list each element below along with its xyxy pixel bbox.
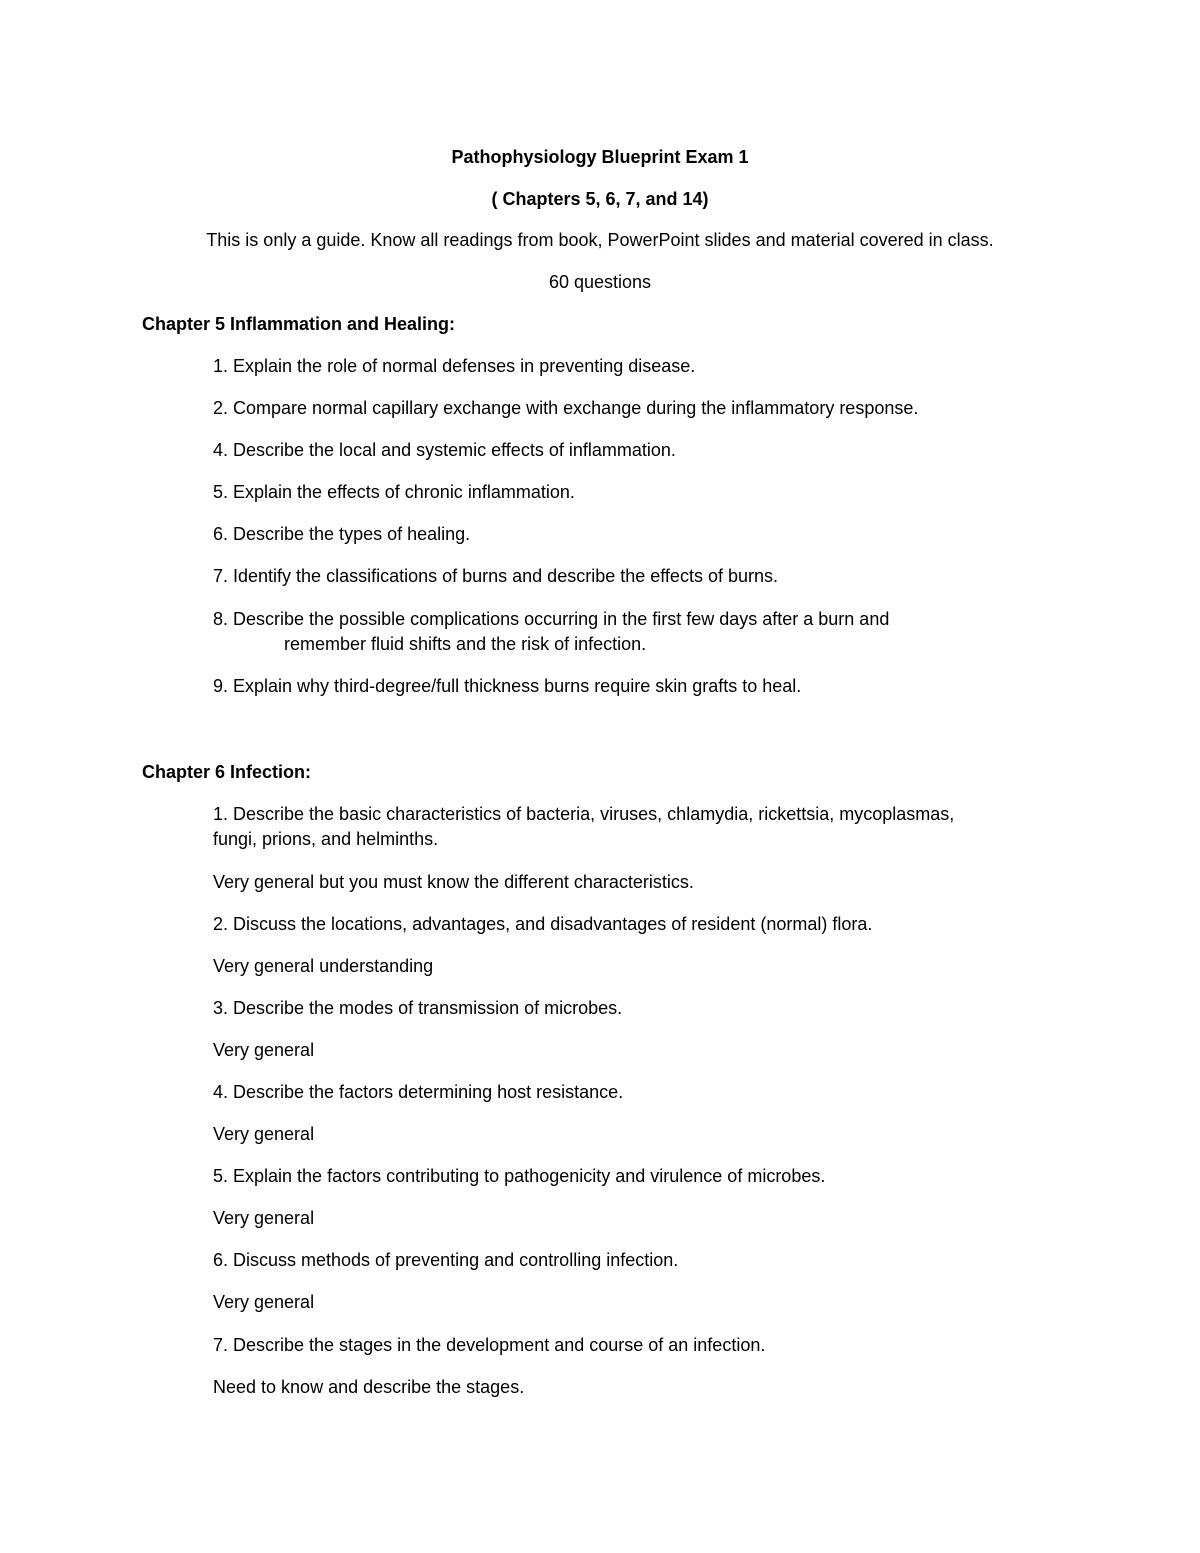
chapter-6-objective: 3. Describe the modes of transmission of microbes. <box>213 998 623 1018</box>
chapter-5-objective-continuation: remember fluid shifts and the risk of infection. <box>284 634 647 654</box>
chapter-5-objective: 9. Explain why third-degree/full thickness burns require skin grafts to heal. <box>213 676 802 696</box>
question-count: 60 questions <box>548 272 652 292</box>
chapter-5-heading: Chapter 5 Inflammation and Healing: <box>142 314 456 334</box>
chapter-6-objective: 4. Describe the factors determining host resistance. <box>213 1082 624 1102</box>
chapter-6-objective: 7. Describe the stages in the development and course of an infection. <box>213 1335 766 1355</box>
document-subtitle: ( Chapters 5, 6, 7, and 14) <box>491 189 709 209</box>
document-title: Pathophysiology Blueprint Exam 1 <box>451 147 749 167</box>
chapter-6-note: Need to know and describe the stages. <box>213 1377 525 1397</box>
chapter-6-note: Very general <box>213 1124 315 1144</box>
chapter-5-objective: 5. Explain the effects of chronic inflammation. <box>213 482 575 502</box>
chapter-6-objective: 2. Discuss the locations, advantages, and disadvantages of resident (normal) flora. <box>213 914 873 934</box>
chapter-5-objective: 1. Explain the role of normal defenses in preventing disease. <box>213 356 696 376</box>
chapter-6-note: Very general <box>213 1040 315 1060</box>
chapter-5-objective: 2. Compare normal capillary exchange with exchange during the inflammatory response. <box>213 398 919 418</box>
chapter-6-note: Very general <box>213 1208 315 1228</box>
chapter-5-objective: 7. Identify the classifications of burns and describe the effects of burns. <box>213 566 778 586</box>
chapter-6-note: Very general understanding <box>213 956 434 976</box>
chapter-6-objective: 1. Describe the basic characteristics of bacteria, viruses, chlamydia, rickettsia, mycoplasmas, <box>213 804 955 824</box>
chapter-6-objective: 5. Explain the factors contributing to pathogenicity and virulence of microbes. <box>213 1166 826 1186</box>
chapter-6-note: Very general <box>213 1292 315 1312</box>
chapter-6-objective: 6. Discuss methods of preventing and controlling infection. <box>213 1250 679 1270</box>
chapter-5-objective: 4. Describe the local and systemic effects of inflammation. <box>213 440 676 460</box>
chapter-5-objective: 8. Describe the possible complications occurring in the first few days after a burn and <box>213 609 890 629</box>
chapter-6-heading: Chapter 6 Infection: <box>142 762 312 782</box>
chapter-5-objective: 6. Describe the types of healing. <box>213 524 471 544</box>
chapter-6-note: Very general but you must know the different characteristics. <box>213 872 694 892</box>
guide-note: This is only a guide. Know all readings from book, PowerPoint slides and material covered in class. <box>206 230 994 250</box>
chapter-6-objective-continuation: fungi, prions, and helminths. <box>213 829 439 849</box>
